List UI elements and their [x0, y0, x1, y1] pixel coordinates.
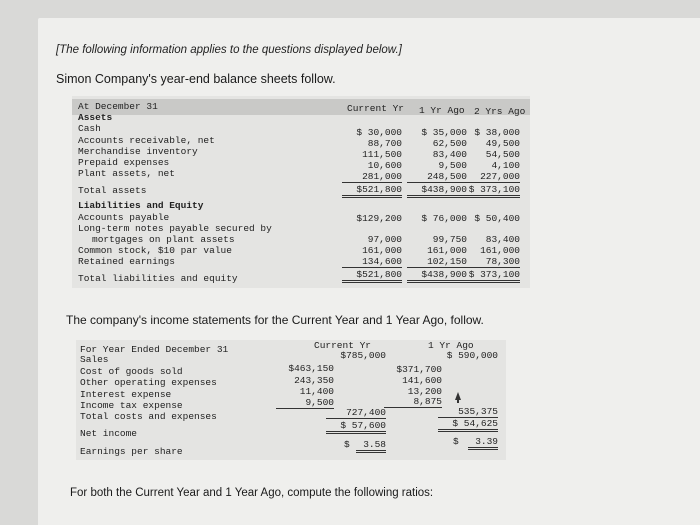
asset-row-value: 88,700: [367, 138, 402, 149]
opex-current: 243,350: [294, 375, 334, 386]
col-header-2yrs: 2 Yrs Ago: [474, 106, 526, 117]
asset-row-value: $ 38,000: [474, 127, 520, 138]
asset-row-value: 9,500: [438, 160, 467, 171]
total-assets-label: Total assets: [78, 185, 147, 196]
total-assets-value: $ 373,100: [464, 184, 520, 198]
accounts-payable-label: Accounts payable: [78, 212, 170, 223]
interest-prior: 13,200: [407, 386, 442, 397]
col-header-1yr: 1 Yr Ago: [419, 105, 465, 116]
common-stock-value: 161,000: [427, 245, 467, 256]
col-header-current: Current Yr: [347, 103, 405, 114]
total-le-label: Total liabilities and equity: [78, 273, 238, 284]
retained-earnings-label: Retained earnings: [78, 256, 175, 267]
asset-row-label: Cash: [78, 123, 101, 134]
asset-row-value: 54,500: [485, 149, 520, 160]
asset-row-label: Plant assets, net: [78, 168, 175, 179]
asset-row-value: $ 35,000: [421, 127, 467, 138]
cogs-current: $463,150: [288, 363, 334, 374]
eps-prior: 3.39: [468, 436, 498, 450]
interest-label: Interest expense: [80, 389, 172, 400]
total-assets-value: $438,900: [407, 184, 467, 198]
eps-current-sign: $: [344, 439, 350, 450]
lt-notes-value: 99,750: [432, 234, 467, 245]
assets-heading: Assets: [78, 112, 113, 123]
cogs-prior: $371,700: [396, 364, 442, 375]
total-le-value: $521,800: [342, 269, 402, 283]
eps-label: Earnings per share: [80, 446, 183, 457]
tax-current: 9,500: [276, 397, 334, 409]
asset-row-value: 49,500: [485, 138, 520, 149]
intro-line: Simon Company's year-end balance sheets follow.: [56, 72, 336, 86]
asset-row-value: 83,400: [432, 149, 467, 160]
asset-row-value: 281,000: [342, 171, 402, 183]
balance-sheet-table: [72, 96, 530, 288]
is-col-header-current: Current Yr: [314, 340, 372, 351]
net-income-label: Net income: [80, 428, 138, 439]
sales-prior: $ 590,000: [446, 350, 498, 361]
total-costs-label: Total costs and expenses: [80, 411, 217, 422]
ratios-prompt: For both the Current Year and 1 Year Ago, compute the following ratios:: [70, 487, 434, 499]
cogs-label: Cost of goods sold: [80, 366, 183, 377]
total-le-value: $438,900: [407, 269, 467, 283]
sales-current: $785,000: [340, 350, 386, 361]
asset-row-value: 111,500: [362, 149, 402, 160]
retained-earnings-value: 134,600: [342, 256, 402, 268]
intro-note: [The following information applies to the questions displayed below.]: [56, 44, 402, 56]
total-le-value: $ 373,100: [464, 269, 520, 283]
net-income-prior: $ 54,625: [438, 418, 498, 432]
asset-row-value: 4,100: [491, 160, 520, 171]
retained-earnings-value: 102,150: [407, 256, 467, 268]
lt-notes-label-cont: mortgages on plant assets: [92, 234, 235, 245]
lt-notes-value: 83,400: [485, 234, 520, 245]
income-statement-intro: The company's income statements for the Current Year and 1 Year Ago, follow.: [66, 313, 484, 327]
total-assets-value: $521,800: [342, 184, 402, 198]
common-stock-label: Common stock, $10 par value: [78, 245, 232, 256]
is-col-header-1yr: 1 Yr Ago: [428, 340, 474, 351]
eps-current: 3.58: [356, 439, 386, 453]
asset-row-label: Accounts receivable, net: [78, 135, 215, 146]
common-stock-value: 161,000: [362, 245, 402, 256]
accounts-payable-value: $ 76,000: [421, 213, 467, 224]
common-stock-value: 161,000: [480, 245, 520, 256]
accounts-payable-value: $ 50,400: [474, 213, 520, 224]
lt-notes-value: 97,000: [367, 234, 402, 245]
tax-label: Income tax expense: [80, 400, 183, 411]
opex-label: Other operating expenses: [80, 377, 217, 388]
income-statement-label: For Year Ended December 31: [80, 344, 229, 355]
asset-row-value: $ 30,000: [356, 127, 402, 138]
total-costs-prior: 535,375: [438, 406, 498, 418]
lt-notes-label: Long-term notes payable secured by: [78, 223, 272, 234]
opex-prior: 141,600: [402, 375, 442, 386]
net-income-current: $ 57,600: [326, 420, 386, 434]
tax-prior: 8,875: [384, 396, 442, 408]
interest-current: 11,400: [299, 386, 334, 397]
retained-earnings-value: 78,300: [464, 256, 520, 268]
total-costs-current: 727,400: [326, 407, 386, 419]
asset-row-value: 10,600: [367, 160, 402, 171]
balance-sheet-label: At December 31: [78, 101, 158, 112]
asset-row-label: Prepaid expenses: [78, 157, 170, 168]
asset-row-value: 227,000: [464, 171, 520, 183]
asset-row-label: Merchandise inventory: [78, 146, 198, 157]
sales-label: Sales: [80, 354, 109, 365]
asset-row-value: 248,500: [407, 171, 467, 183]
eps-prior-sign: $: [453, 436, 459, 447]
income-statement-table: [76, 340, 506, 460]
accounts-payable-value: $129,200: [356, 213, 402, 224]
liabilities-heading: Liabilities and Equity: [78, 200, 204, 211]
mouse-cursor-icon: [455, 392, 461, 400]
asset-row-value: 62,500: [432, 138, 467, 149]
